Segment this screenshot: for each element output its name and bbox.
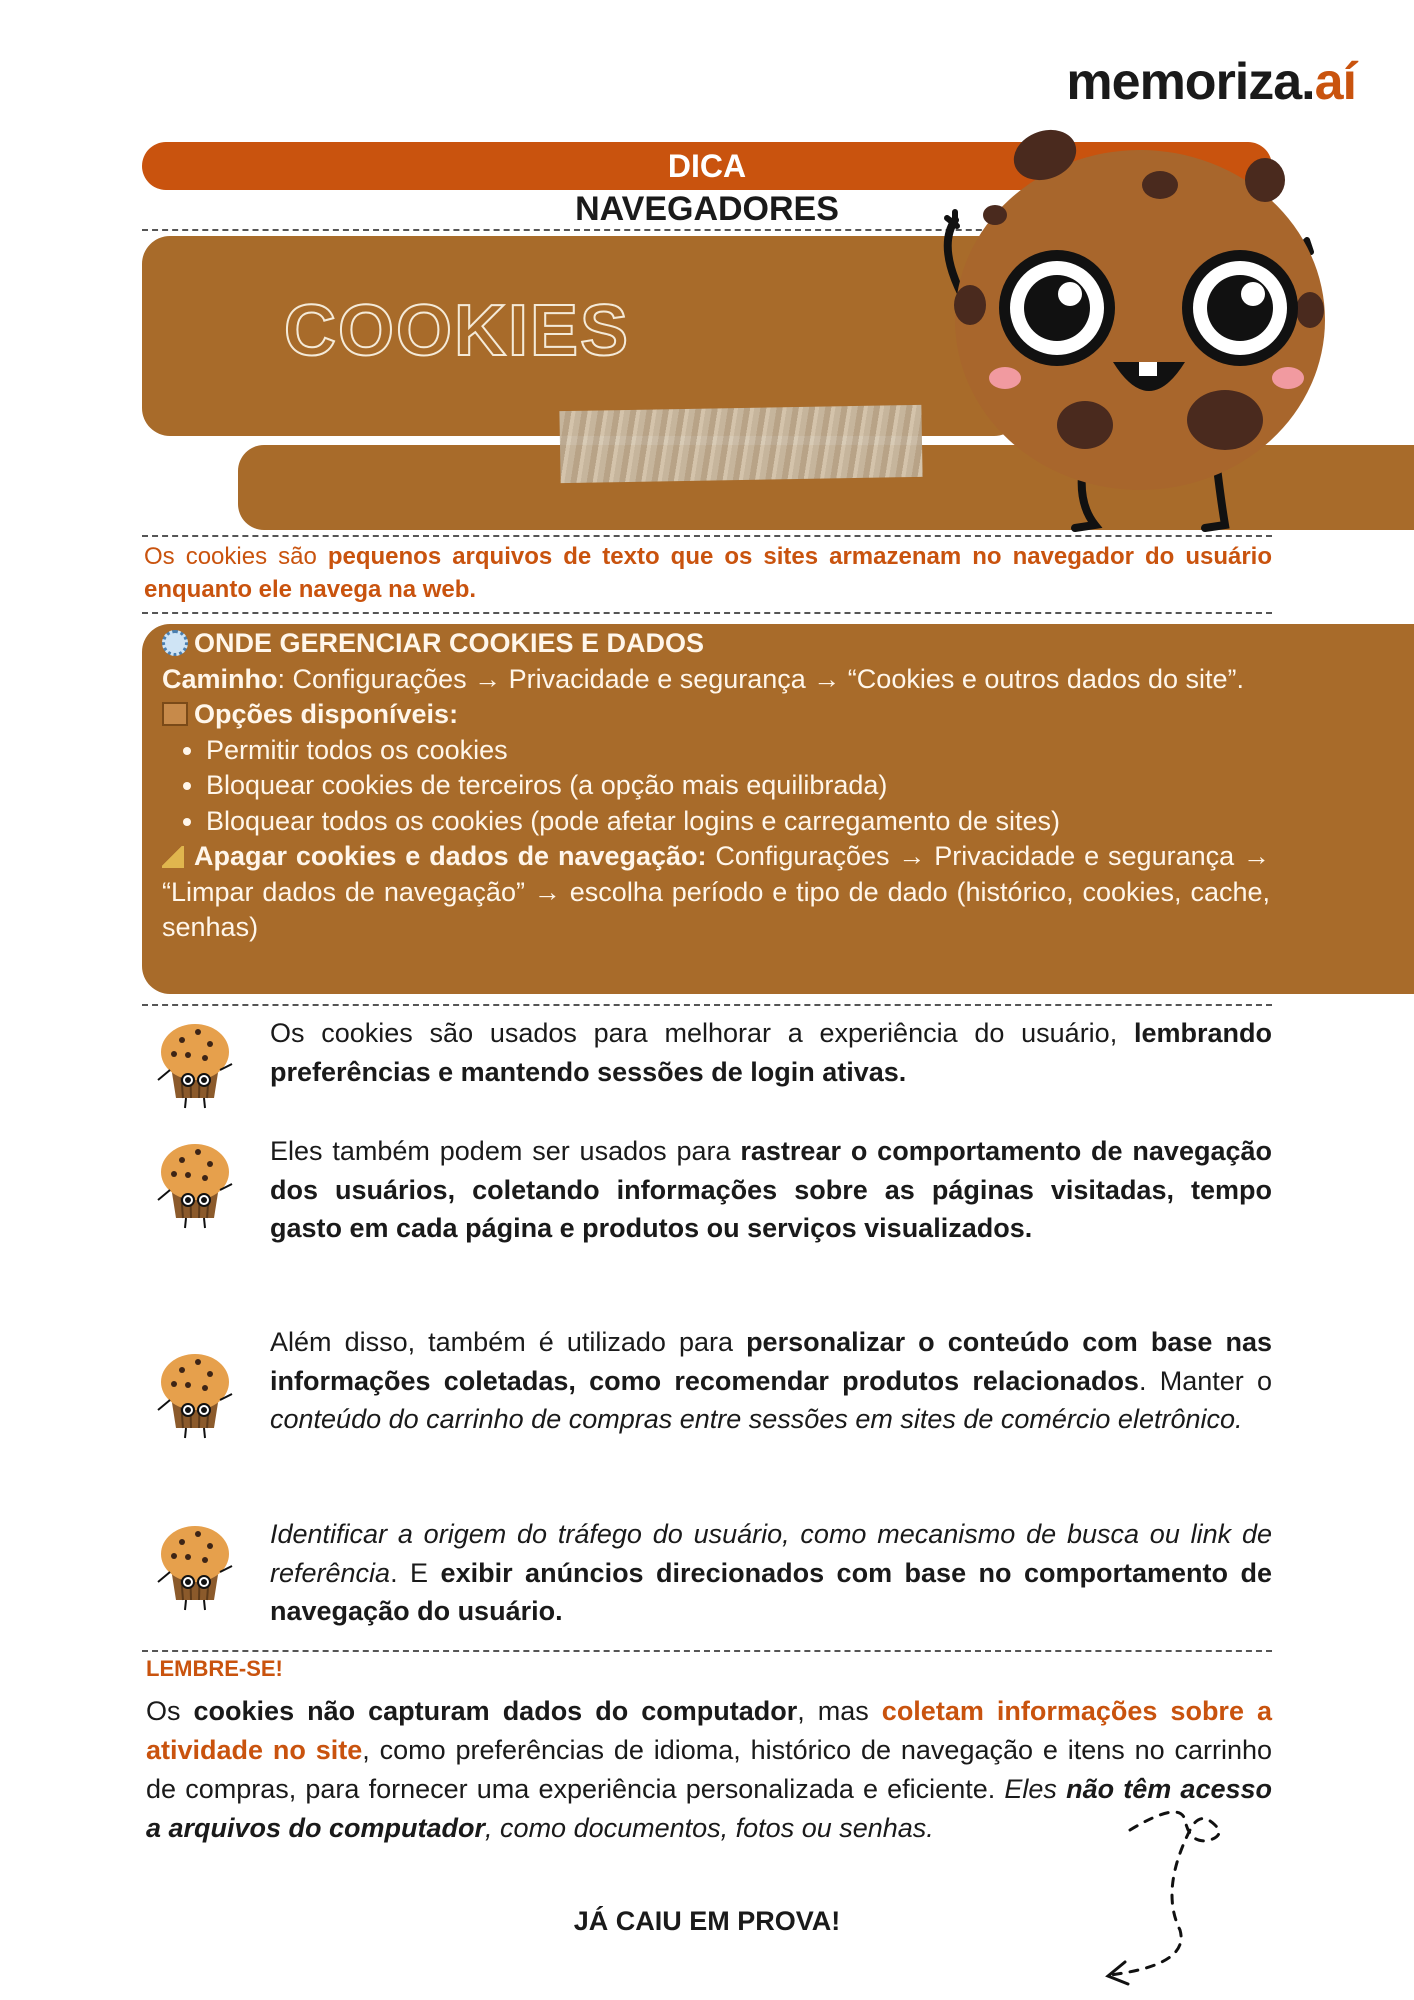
gerenciar-heading: ONDE GERENCIAR COOKIES E DADOS	[194, 628, 705, 658]
muffin-icon	[150, 1010, 240, 1110]
cookie-mascot-icon	[895, 100, 1345, 540]
p4-i1: Identificar a origem do tráfego do usuário, como mecanismo de busca ou link de referência	[270, 1519, 1272, 1588]
lembre-bi1: não têm acesso a arquivos do computador	[146, 1774, 1273, 1843]
lembre-o1: coletam informações sobre a atividade no site	[146, 1696, 1272, 1765]
lembre-t1: Os	[146, 1696, 194, 1726]
lembre-t2: , mas	[797, 1696, 882, 1726]
hero-title: COOKIES	[284, 291, 631, 371]
path-label: Caminho	[162, 663, 278, 694]
gerenciar-heading-row	[162, 626, 1270, 662]
divider-top	[142, 229, 1022, 231]
options-heading-row	[162, 697, 1270, 733]
dashed-arrow-icon	[1050, 1800, 1250, 1990]
package-icon	[162, 702, 188, 726]
apagar-label: Apagar cookies e dados de navegação:	[194, 841, 707, 871]
divider-intro-top	[142, 535, 1272, 537]
broom-icon	[162, 846, 184, 868]
tape-decoration	[559, 405, 922, 483]
p2-t1: Eles também podem ser usados para	[270, 1136, 741, 1166]
p3-t1: Além disso, também é utilizado para	[270, 1327, 747, 1357]
dica-badge: DICA	[667, 148, 747, 184]
apagar-row	[162, 839, 1270, 946]
p1-t1: Os cookies são usados para melhorar a experiência do usuário,	[270, 1018, 1134, 1048]
divider-gerenciar	[142, 1004, 1272, 1006]
lembre-title: LEMBRE-SE!	[146, 1656, 283, 1681]
paragraph-2	[270, 1132, 1272, 1248]
lembre-i2: , como documentos, fotos ou senhas.	[485, 1813, 934, 1843]
muffin-icon	[150, 1130, 240, 1230]
p4-t1: . E	[390, 1557, 441, 1588]
brand-name: memoriza.	[1066, 53, 1315, 111]
lembre-i1: Eles	[1004, 1774, 1067, 1804]
gerenciar-path	[162, 662, 1270, 698]
options-list	[162, 733, 1270, 840]
paragraph-4	[270, 1515, 1272, 1631]
divider-intro-bottom	[142, 612, 1272, 614]
list-item: • Bloquear todos os cookies (pode afetar logins e carregamento de sites)	[206, 804, 1270, 840]
list-item: • Permitir todos os cookies	[206, 733, 1270, 769]
p4-b1: exibir anúncios direcionados com base no comportamento de navegação do usuário.	[270, 1557, 1273, 1626]
gerenciar-content	[162, 626, 1270, 946]
apagar-text: Configurações → Privacidade e segurança → “Limpar dados de navegação” → escolha período e tipo de dado (histórico, cookies, cache, senhas)	[162, 841, 1270, 942]
p3-b1: personalizar o conteúdo com base nas informações coletadas, como recomendar produtos relacionados	[270, 1327, 1272, 1396]
brand-accent: aí	[1314, 53, 1356, 111]
p3-i1: conteúdo do carrinho de compras entre sessões em sites de comércio eletrônico.	[270, 1404, 1243, 1434]
options-label: Opções disponíveis:	[194, 699, 459, 729]
path-text: : Configurações → Privacidade e segurança → “Cookies e outros dados do site”.	[277, 663, 1245, 694]
p3-t2: . Manter o	[1138, 1365, 1272, 1396]
intro-text	[144, 540, 1272, 606]
intro-b1: pequenos arquivos de texto que os sites armazenam no navegador do usuário enquanto ele navega na web.	[144, 543, 1272, 603]
intro-t1: Os cookies são	[144, 543, 328, 570]
paragraph-3	[270, 1323, 1272, 1439]
p1-b1: lembrando preferências e mantendo sessões de login ativas.	[270, 1018, 1272, 1087]
muffin-icon	[150, 1340, 240, 1440]
paragraph-1	[270, 1014, 1272, 1091]
lembre-b1: cookies não capturam dados do computador	[193, 1696, 798, 1726]
p2-b1: rastrear o comportamento de navegação dos usuários, coletando informações sobre as páginas visitadas, tempo gasto em cada página e produtos ou serviços visualizados.	[270, 1136, 1272, 1243]
muffin-icon	[150, 1512, 240, 1612]
list-item: • Bloquear cookies de terceiros (a opção mais equilibrada)	[206, 768, 1270, 804]
page-subtitle: NAVEGADORES	[575, 190, 839, 228]
lembre-t3: , como preferências de idioma, histórico de navegação e itens no carrinho de compras, para fornecer uma experiência personalizada e eficiente.	[146, 1735, 1273, 1804]
caiu-em-prova: JÁ CAIU EM PROVA!	[573, 1906, 841, 1936]
gear-icon	[162, 630, 188, 656]
divider-lembre	[142, 1650, 1272, 1652]
